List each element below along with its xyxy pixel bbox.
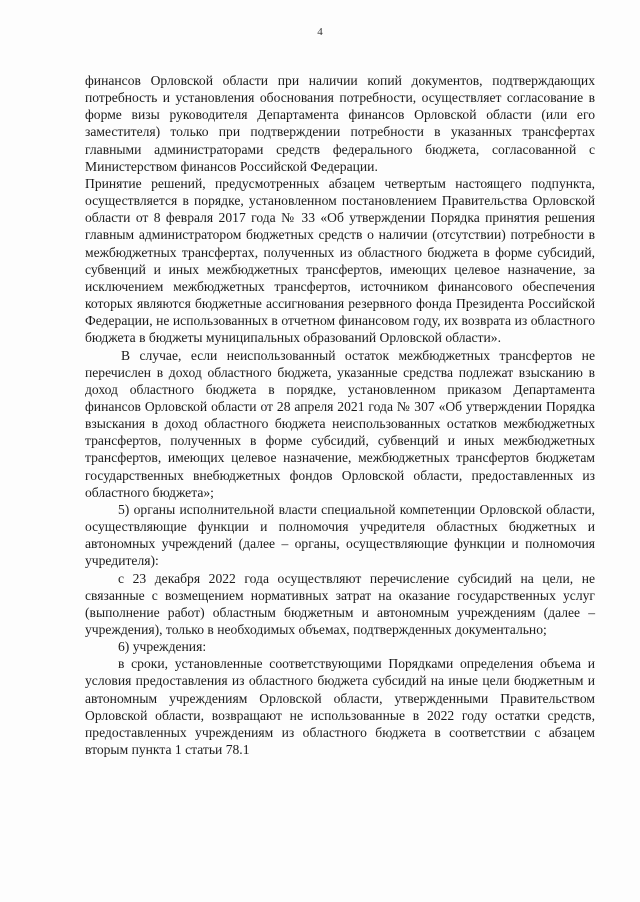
page-number: 4 bbox=[317, 26, 323, 38]
paragraph-decisions: Принятие решений, предусмотренных абзацем четвертым настоящего подпункта, осуществляется в порядке, установленном постановлением Правительства Орловской области от 8 февраля 2017 года № 33 «Об утверждении Порядка принятия решения главным администратором бюджетных средств о наличии (отсутствии) потребности в межбюджетных трансфертах, полученных из областного бюджета в форме субсидий, субвенций и иных межбюджетных трансфертов, имеющих целевое назначение, за исключением межбюджетных трансфертов, источником финансового обеспечения которых являются бюджетные ассигнования резервного фонда Президента Российской Федерации, не использованных в отчетном финансовом году, их возврата из областного бюджета в бюджеты муниципальных образований Орловской области». bbox=[85, 175, 595, 346]
paragraph-continuation: финансов Орловской области при наличии копий документов, подтверждающих потребность и установления обоснования потребности, осуществляет согласование в форме визы руководителя Департамента финансов Орловской области (или его заместителя) только при подтверждении потребности в указанных трансфертах главными администраторами средств федерального бюджета, согласованной с Министерством финансов Российской Федерации. bbox=[85, 73, 595, 174]
document-body bbox=[85, 72, 595, 758]
paragraph-institutions: в сроки, установленные соответствующими Порядками определения объема и условия предоставления из областного бюджета субсидий на иные цели бюджетным и автономным учреждениям Орловской области, утвержденными Правительством Орловской области, возвращают не использованные в 2022 году остатки средств, предоставленных учреждениям из областного бюджета в соответствии с абзацем вторым пункта 1 статьи 78.1 bbox=[85, 656, 595, 758]
paragraph-item-5: 5) органы исполнительной власти специальной компетенции Орловской области, осуществляющие функции и полномочия учредителя областных бюджетных и автономных учреждений (далее – органы, осуществляющие функции и полномочия учредителя): bbox=[85, 501, 595, 569]
paragraph-item-6: 6) учреждения: bbox=[118, 639, 207, 655]
paragraph-unused-balance: В случае, если неиспользованный остаток межбюджетных трансфертов не перечислен в доход областного бюджета, указанные средства подлежат взысканию в доход областного бюджета в порядке, установленном приказом Департамента финансов Орловской области от 28 апреля 2021 года № 307 «Об утверждении Порядка взыскания в доход областного бюджета неиспользованных остатков межбюджетных трансфертов, полученных в форме субсидий, субвенций и иных межбюджетных трансфертов, имеющих целевое назначение, межбюджетных трансфертов бюджетам государственных внебюджетных фондов Орловской области, предоставленных из областного бюджета»; bbox=[85, 347, 595, 500]
paragraph-subsidies: с 23 декабря 2022 года осуществляют перечисление субсидий на цели, не связанные с возмещением нормативных затрат на оказание государственных услуг (выполнение работ) областным бюджетным и автономным учреждениям (далее – учреждения), только в необходимых объемах, подтвержденных документально; bbox=[85, 570, 595, 637]
